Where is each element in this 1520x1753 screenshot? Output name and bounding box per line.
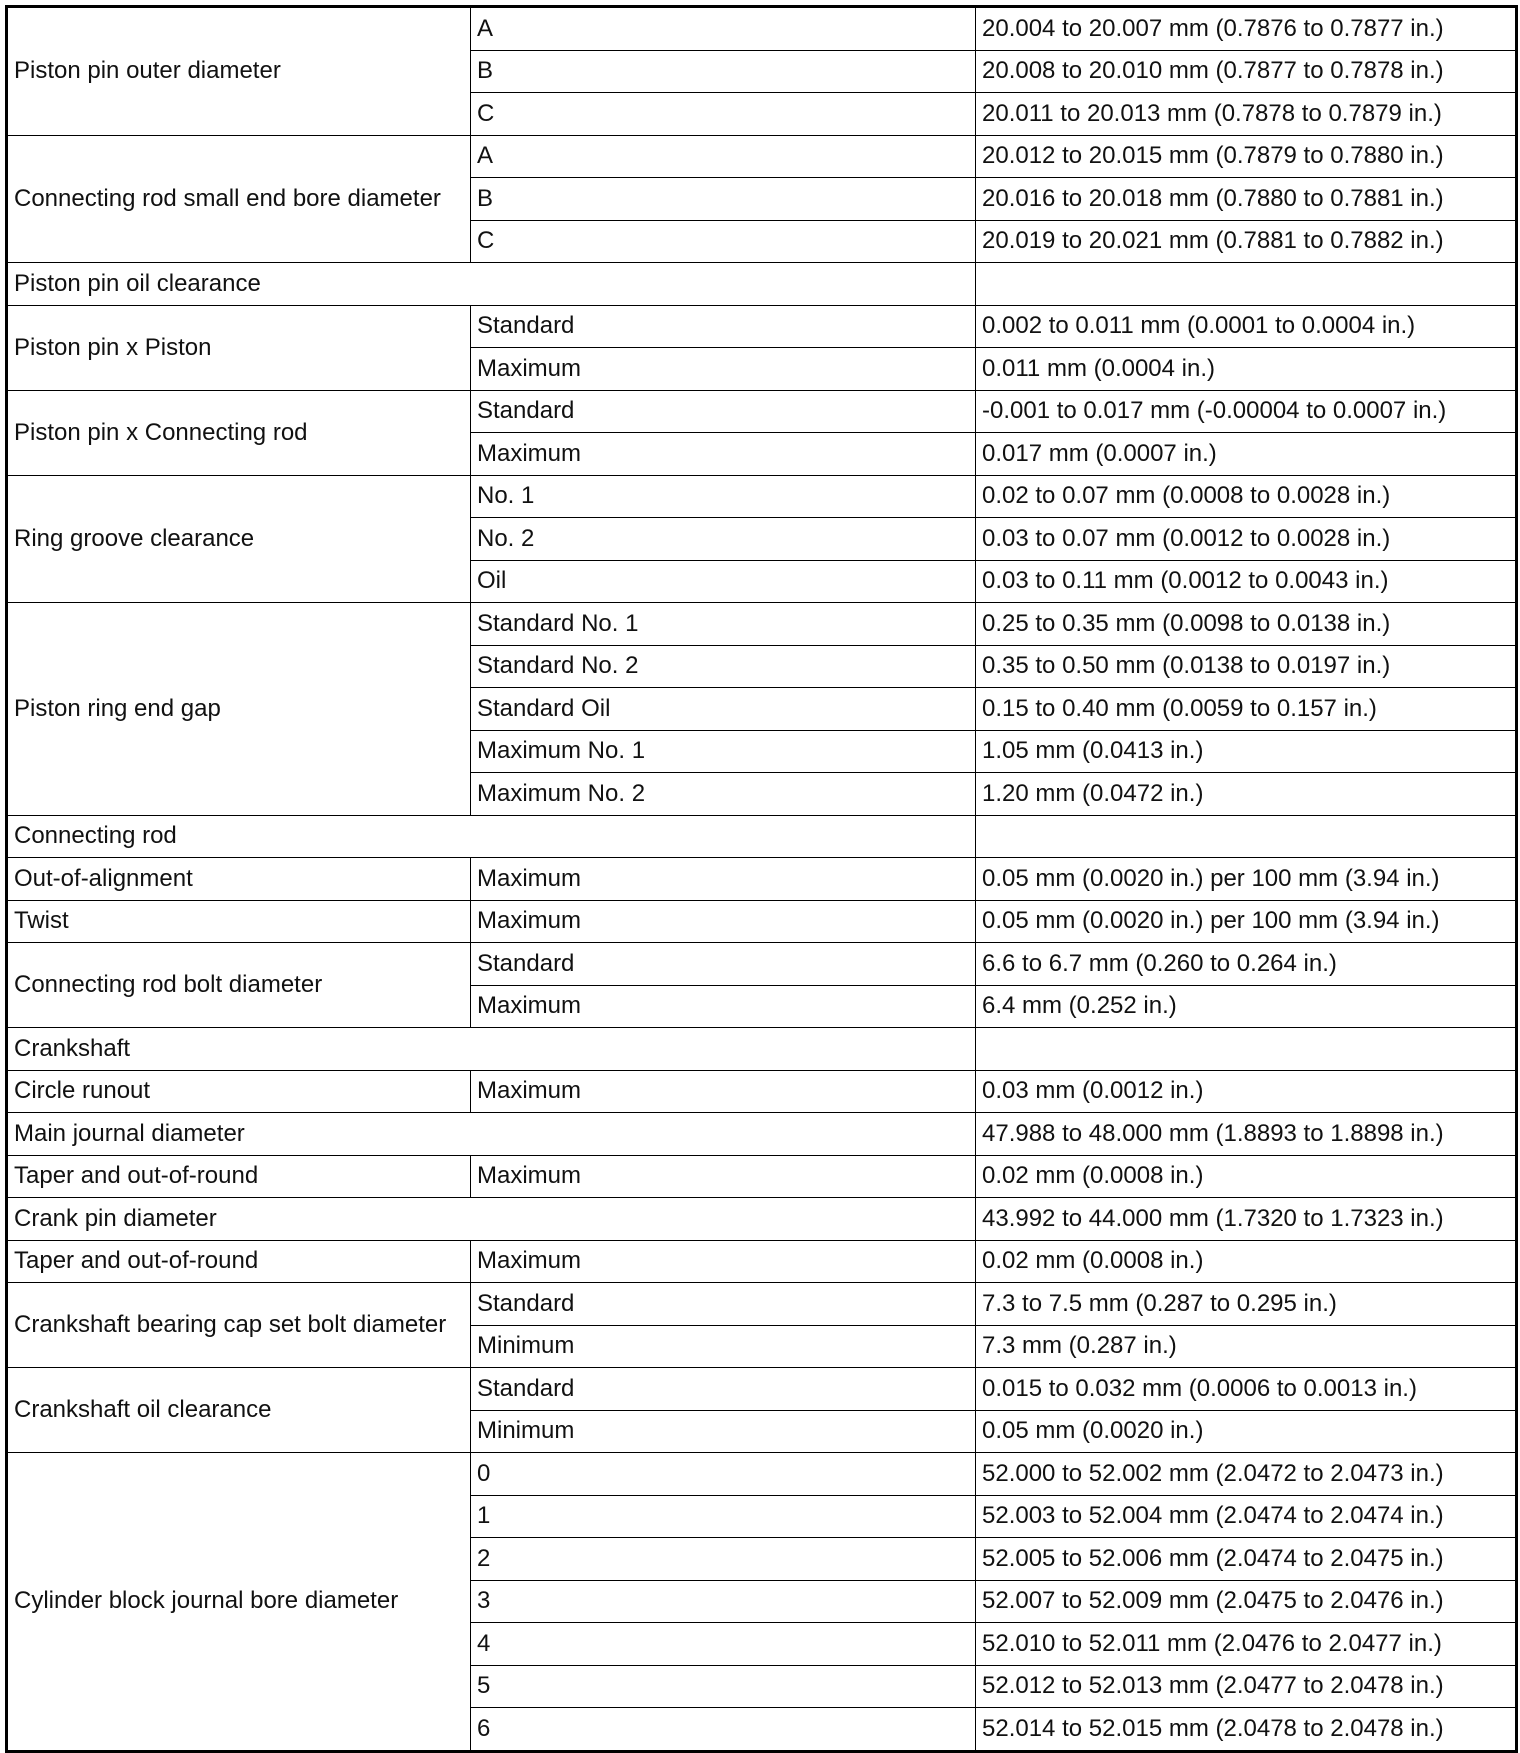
condition-cell: Standard bbox=[471, 390, 976, 433]
table-row bbox=[7, 1155, 1517, 1198]
value-cell: 0.05 mm (0.0020 in.) per 100 mm (3.94 in.) bbox=[976, 900, 1517, 943]
value-cell: 0.05 mm (0.0020 in.) bbox=[976, 1410, 1517, 1453]
condition-cell: Standard bbox=[471, 943, 976, 986]
condition-cell: B bbox=[471, 178, 976, 221]
condition-cell: A bbox=[471, 7, 976, 51]
item-cell: Connecting rod bolt diameter bbox=[7, 943, 471, 1028]
value-cell: 0.02 to 0.07 mm (0.0008 to 0.0028 in.) bbox=[976, 475, 1517, 518]
condition-cell: Standard No. 2 bbox=[471, 645, 976, 688]
item-cell: Circle runout bbox=[7, 1070, 471, 1113]
value-cell: 7.3 mm (0.287 in.) bbox=[976, 1325, 1517, 1368]
table-row bbox=[7, 1368, 1517, 1411]
section-row bbox=[7, 815, 1517, 858]
table-row bbox=[7, 858, 1517, 901]
table-row bbox=[7, 1283, 1517, 1326]
section-heading: Crankshaft bbox=[7, 1028, 976, 1071]
condition-cell: C bbox=[471, 93, 976, 136]
condition-cell: C bbox=[471, 220, 976, 263]
condition-cell: Minimum bbox=[471, 1325, 976, 1368]
value-cell: 0.35 to 0.50 mm (0.0138 to 0.0197 in.) bbox=[976, 645, 1517, 688]
condition-cell: 6 bbox=[471, 1708, 976, 1752]
table-row bbox=[7, 1198, 1517, 1241]
value-cell: 52.003 to 52.004 mm (2.0474 to 2.0474 in.) bbox=[976, 1495, 1517, 1538]
condition-cell: Maximum bbox=[471, 1240, 976, 1283]
value-cell bbox=[976, 815, 1517, 858]
value-cell: 1.20 mm (0.0472 in.) bbox=[976, 773, 1517, 816]
condition-cell: 1 bbox=[471, 1495, 976, 1538]
item-cell: Twist bbox=[7, 900, 471, 943]
value-cell: 20.011 to 20.013 mm (0.7878 to 0.7879 in.) bbox=[976, 93, 1517, 136]
value-cell: 0.011 mm (0.0004 in.) bbox=[976, 348, 1517, 391]
condition-cell: No. 1 bbox=[471, 475, 976, 518]
item-cell: Piston pin outer diameter bbox=[7, 7, 471, 136]
condition-cell: Maximum No. 1 bbox=[471, 730, 976, 773]
value-cell: 0.02 mm (0.0008 in.) bbox=[976, 1155, 1517, 1198]
value-cell: 20.016 to 20.018 mm (0.7880 to 0.7881 in.) bbox=[976, 178, 1517, 221]
value-cell: 20.004 to 20.007 mm (0.7876 to 0.7877 in.) bbox=[976, 7, 1517, 51]
section-row bbox=[7, 263, 1517, 306]
condition-cell: Standard bbox=[471, 1368, 976, 1411]
value-cell bbox=[976, 1028, 1517, 1071]
value-cell: 6.6 to 6.7 mm (0.260 to 0.264 in.) bbox=[976, 943, 1517, 986]
table-row bbox=[7, 603, 1517, 646]
value-cell: 7.3 to 7.5 mm (0.287 to 0.295 in.) bbox=[976, 1283, 1517, 1326]
value-cell: 0.03 to 0.11 mm (0.0012 to 0.0043 in.) bbox=[976, 560, 1517, 603]
value-cell: 0.017 mm (0.0007 in.) bbox=[976, 433, 1517, 476]
table-row bbox=[7, 135, 1517, 178]
value-cell: 0.25 to 0.35 mm (0.0098 to 0.0138 in.) bbox=[976, 603, 1517, 646]
spec-table-container bbox=[5, 5, 1515, 1753]
specification-table bbox=[5, 5, 1518, 1753]
value-cell: 0.03 to 0.07 mm (0.0012 to 0.0028 in.) bbox=[976, 518, 1517, 561]
condition-cell: B bbox=[471, 50, 976, 93]
condition-cell: No. 2 bbox=[471, 518, 976, 561]
condition-cell: 3 bbox=[471, 1580, 976, 1623]
table-row bbox=[7, 305, 1517, 348]
item-cell: Piston pin x Piston bbox=[7, 305, 471, 390]
table-row bbox=[7, 7, 1517, 51]
item-cell: Main journal diameter bbox=[7, 1113, 976, 1156]
value-cell: 52.014 to 52.015 mm (2.0478 to 2.0478 in.) bbox=[976, 1708, 1517, 1752]
item-cell: Crankshaft oil clearance bbox=[7, 1368, 471, 1453]
condition-cell: 2 bbox=[471, 1538, 976, 1581]
condition-cell: Oil bbox=[471, 560, 976, 603]
condition-cell: 5 bbox=[471, 1665, 976, 1708]
item-cell: Taper and out-of-round bbox=[7, 1155, 471, 1198]
condition-cell: Standard No. 1 bbox=[471, 603, 976, 646]
section-row bbox=[7, 1028, 1517, 1071]
value-cell: 52.010 to 52.011 mm (2.0476 to 2.0477 in.) bbox=[976, 1623, 1517, 1666]
value-cell: 20.012 to 20.015 mm (0.7879 to 0.7880 in.) bbox=[976, 135, 1517, 178]
value-cell: 52.012 to 52.013 mm (2.0477 to 2.0478 in.) bbox=[976, 1665, 1517, 1708]
condition-cell: 0 bbox=[471, 1453, 976, 1496]
value-cell: 52.007 to 52.009 mm (2.0475 to 2.0476 in.) bbox=[976, 1580, 1517, 1623]
item-cell: Cylinder block journal bore diameter bbox=[7, 1453, 471, 1752]
value-cell: -0.001 to 0.017 mm (-0.00004 to 0.0007 in.) bbox=[976, 390, 1517, 433]
condition-cell: Maximum No. 2 bbox=[471, 773, 976, 816]
table-row bbox=[7, 1240, 1517, 1283]
item-cell: Taper and out-of-round bbox=[7, 1240, 471, 1283]
item-cell: Out-of-alignment bbox=[7, 858, 471, 901]
value-cell: 20.008 to 20.010 mm (0.7877 to 0.7878 in.) bbox=[976, 50, 1517, 93]
value-cell: 0.02 mm (0.0008 in.) bbox=[976, 1240, 1517, 1283]
condition-cell: Standard Oil bbox=[471, 688, 976, 731]
value-cell: 20.019 to 20.021 mm (0.7881 to 0.7882 in.) bbox=[976, 220, 1517, 263]
value-cell: 52.005 to 52.006 mm (2.0474 to 2.0475 in.) bbox=[976, 1538, 1517, 1581]
table-row bbox=[7, 1453, 1517, 1496]
value-cell: 43.992 to 44.000 mm (1.7320 to 1.7323 in.) bbox=[976, 1198, 1517, 1241]
condition-cell: Maximum bbox=[471, 348, 976, 391]
condition-cell: Maximum bbox=[471, 1070, 976, 1113]
value-cell: 52.000 to 52.002 mm (2.0472 to 2.0473 in.) bbox=[976, 1453, 1517, 1496]
table-row bbox=[7, 475, 1517, 518]
condition-cell: Maximum bbox=[471, 433, 976, 476]
value-cell: 0.015 to 0.032 mm (0.0006 to 0.0013 in.) bbox=[976, 1368, 1517, 1411]
condition-cell: Maximum bbox=[471, 858, 976, 901]
item-cell: Connecting rod small end bore diameter bbox=[7, 135, 471, 263]
item-cell: Piston pin x Connecting rod bbox=[7, 390, 471, 475]
condition-cell: A bbox=[471, 135, 976, 178]
item-cell: Crank pin diameter bbox=[7, 1198, 976, 1241]
condition-cell: Maximum bbox=[471, 1155, 976, 1198]
condition-cell: Standard bbox=[471, 1283, 976, 1326]
condition-cell: Maximum bbox=[471, 900, 976, 943]
value-cell: 0.15 to 0.40 mm (0.0059 to 0.157 in.) bbox=[976, 688, 1517, 731]
value-cell bbox=[976, 263, 1517, 306]
value-cell: 1.05 mm (0.0413 in.) bbox=[976, 730, 1517, 773]
section-heading: Connecting rod bbox=[7, 815, 976, 858]
condition-cell: Maximum bbox=[471, 985, 976, 1028]
value-cell: 0.002 to 0.011 mm (0.0001 to 0.0004 in.) bbox=[976, 305, 1517, 348]
value-cell: 0.05 mm (0.0020 in.) per 100 mm (3.94 in.) bbox=[976, 858, 1517, 901]
section-heading: Piston pin oil clearance bbox=[7, 263, 976, 306]
table-row bbox=[7, 390, 1517, 433]
table-row bbox=[7, 943, 1517, 986]
table-row bbox=[7, 1113, 1517, 1156]
item-cell: Ring groove clearance bbox=[7, 475, 471, 603]
value-cell: 0.03 mm (0.0012 in.) bbox=[976, 1070, 1517, 1113]
table-row bbox=[7, 900, 1517, 943]
condition-cell: 4 bbox=[471, 1623, 976, 1666]
item-cell: Crankshaft bearing cap set bolt diameter bbox=[7, 1283, 471, 1368]
condition-cell: Minimum bbox=[471, 1410, 976, 1453]
value-cell: 6.4 mm (0.252 in.) bbox=[976, 985, 1517, 1028]
value-cell: 47.988 to 48.000 mm (1.8893 to 1.8898 in.) bbox=[976, 1113, 1517, 1156]
item-cell: Piston ring end gap bbox=[7, 603, 471, 816]
condition-cell: Standard bbox=[471, 305, 976, 348]
table-row bbox=[7, 1070, 1517, 1113]
